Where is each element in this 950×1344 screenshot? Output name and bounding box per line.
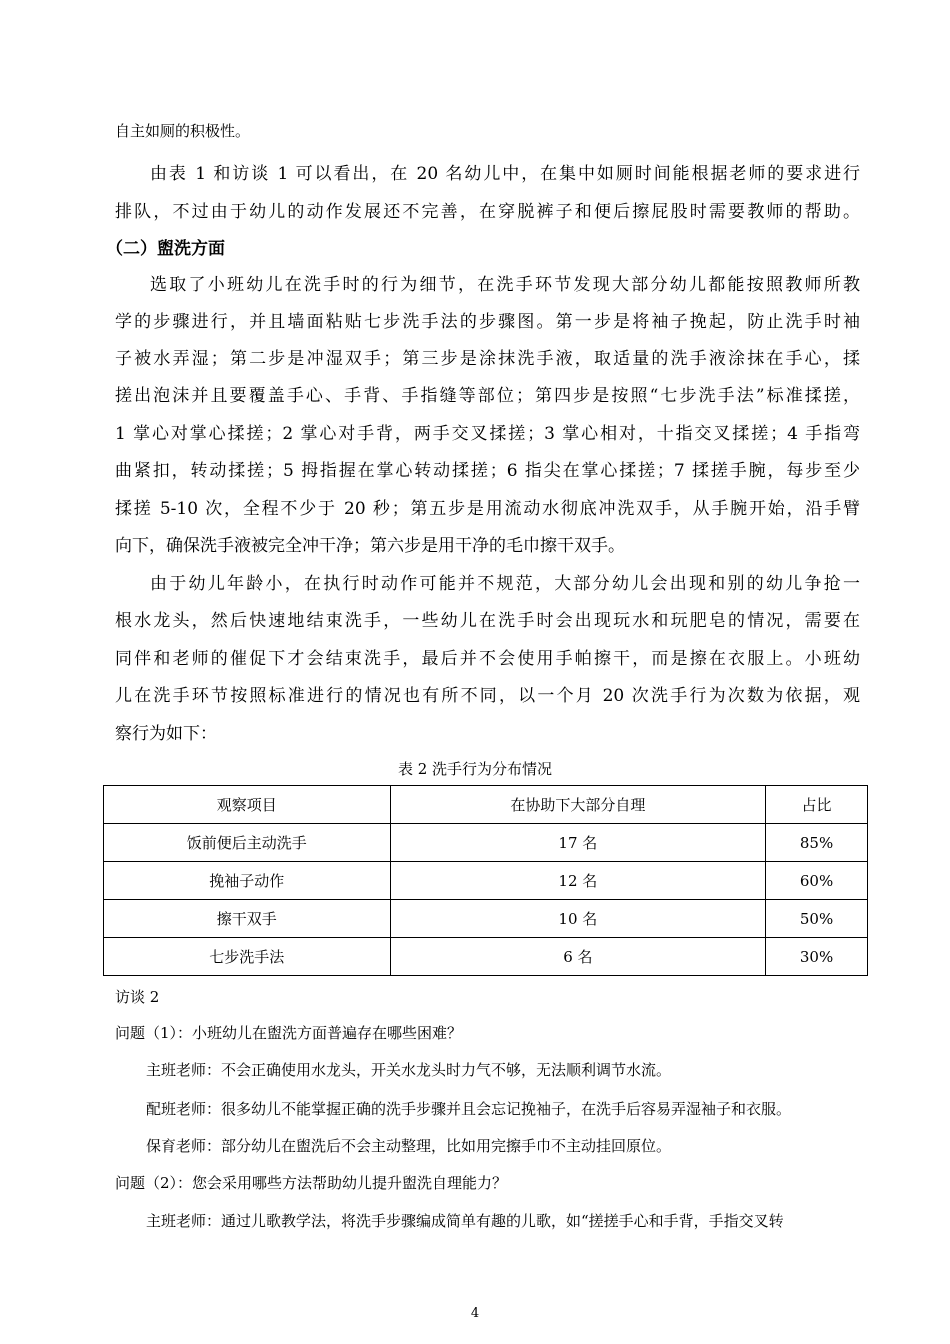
interview-question: 问题（2）：您会采用哪些方法帮助幼儿提升盥洗自理能力？ <box>115 1174 508 1192</box>
interview-question: 问题（1）：小班幼儿在盥洗方面普遍存在哪些困难？ <box>115 1024 463 1042</box>
interview-answer: 保育老师：部分幼儿在盥洗后不会主动整理，比如用完擦手巾不主动挂回原位。 <box>146 1137 672 1155</box>
text-line: 同伴和老师的催促下才会结束洗手，最后并不会使用手帕擦干，而是擦在衣服上。小班幼 <box>115 649 860 669</box>
table-row <box>104 862 868 900</box>
column-header: 在协助下大部分自理 <box>390 786 765 824</box>
table-header-row <box>104 786 868 824</box>
table-cell: 30% <box>766 938 868 976</box>
text-line: 由于幼儿年龄小，在执行时动作可能并不规范，大部分幼儿会出现和别的幼儿争抢一 <box>150 574 860 594</box>
text-line: 由表 1 和访谈 1 可以看出，在 20 名幼儿中，在集中如厕时间能根据老师的要求进行 <box>150 164 860 184</box>
text-line: 子被水弄湿；第二步是冲湿双手；第三步是涂抹洗手液，取适量的洗手液涂抹在手心，揉 <box>115 349 860 369</box>
text-line: 搓出泡沫并且要覆盖手心、手背、手指缝等部位；第四步是按照“七步洗手法”标准揉搓， <box>115 386 860 406</box>
table-cell: 饭前便后主动洗手 <box>104 824 391 862</box>
text-line: 学的步骤进行，并且墙面粘贴七步洗手法的步骤图。第一步是将袖子挽起，防止洗手时袖 <box>115 312 860 332</box>
table-cell: 挽袖子动作 <box>104 862 391 900</box>
text-line: 排队，不过由于幼儿的动作发展还不完善，在穿脱裤子和便后擦屁股时需要教师的帮助。 <box>115 202 860 222</box>
table-cell: 17 名 <box>390 824 765 862</box>
column-header: 观察项目 <box>104 786 391 824</box>
text-line: 揉搓 5-10 次，全程不少于 20 秒；第五步是用流动水彻底冲洗双手，从手腕开始，沿手臂 <box>115 499 860 519</box>
interview-answer: 主班老师：通过儿歌教学法，将洗手步骤编成简单有趣的儿歌，如“搓搓手心和手背，手指交叉转 <box>146 1212 784 1230</box>
page-number: 4 <box>470 1306 480 1321</box>
interview-title: 访谈 2 <box>115 988 160 1006</box>
text-line: 根水龙头，然后快速地结束洗手，一些幼儿在洗手时会出现玩水和玩肥皂的情况，需要在 <box>115 611 860 631</box>
interview-answer: 配班老师：很多幼儿不能掌握正确的洗手步骤并且会忘记挽袖子，在洗手后容易弄湿袖子和衣服。 <box>146 1100 792 1118</box>
table-cell: 85% <box>766 824 868 862</box>
table-caption: 表 2 洗手行为分布情况 <box>397 760 553 778</box>
text-line: 1 掌心对掌心揉搓；2 掌心对手背，两手交叉揉搓；3 掌心相对，十指交叉揉搓；4 手指弯 <box>115 424 860 444</box>
section-heading: （二）盥洗方面 <box>106 239 225 259</box>
table-cell: 6 名 <box>390 938 765 976</box>
table-cell: 50% <box>766 900 868 938</box>
text-line: 自主如厕的积极性。 <box>115 122 251 140</box>
table-row <box>104 824 868 862</box>
table-cell: 10 名 <box>390 900 765 938</box>
text-line: 曲紧扣，转动揉搓；5 拇指握在掌心转动揉搓；6 指尖在掌心揉搓；7 揉搓手腕，每步至少 <box>115 461 860 481</box>
table-cell: 12 名 <box>390 862 765 900</box>
text-line: 选取了小班幼儿在洗手时的行为细节，在洗手环节发现大部分幼儿都能按照教师所教 <box>150 275 860 295</box>
observation-table <box>103 785 868 976</box>
table-cell: 七步洗手法 <box>104 938 391 976</box>
text-line: 向下，确保洗手液被完全冲干净；第六步是用干净的毛巾擦干双手。 <box>115 536 625 556</box>
table-row <box>104 900 868 938</box>
text-line: 察行为如下： <box>115 724 217 744</box>
table-cell: 60% <box>766 862 868 900</box>
table-cell: 擦干双手 <box>104 900 391 938</box>
table-row <box>104 938 868 976</box>
interview-answer: 主班老师：不会正确使用水龙头，开关水龙头时力气不够，无法顺利调节水流。 <box>146 1061 672 1079</box>
column-header: 占比 <box>766 786 868 824</box>
text-line: 儿在洗手环节按照标准进行的情况也有所不同，以一个月 20 次洗手行为次数为依据，观 <box>115 686 860 706</box>
